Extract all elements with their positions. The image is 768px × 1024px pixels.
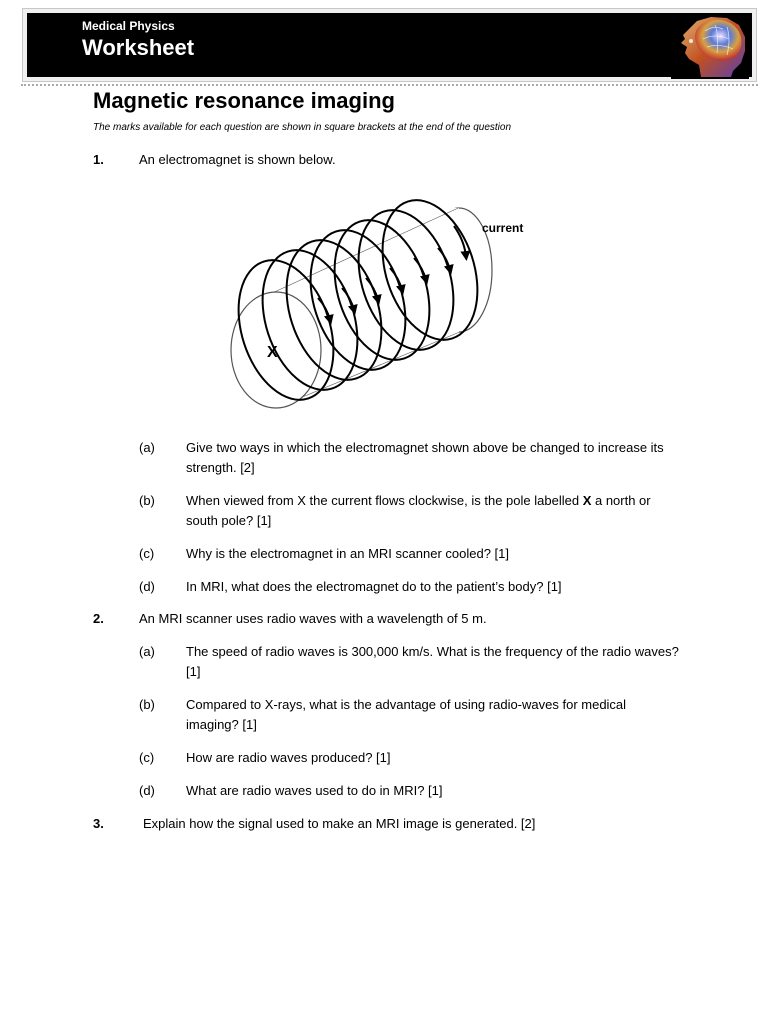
brain-head-icon bbox=[671, 15, 749, 79]
question-text: An electromagnet is shown below. bbox=[139, 152, 336, 167]
part-label: (b) bbox=[139, 697, 155, 712]
subject-label: Medical Physics bbox=[82, 19, 175, 33]
part-text-end: a north or south pole? [1] bbox=[186, 493, 651, 528]
pole-x-label: X bbox=[267, 344, 278, 361]
question-text: An MRI scanner uses radio waves with a wavelength of 5 m. bbox=[139, 611, 487, 626]
part-text: In MRI, what does the electromagnet do to the patient’s body? [1] bbox=[186, 579, 562, 594]
part-label: (b) bbox=[139, 493, 155, 508]
part-label: (d) bbox=[139, 783, 155, 798]
part-label: (a) bbox=[139, 644, 155, 659]
part-text: What are radio waves used to do in MRI? [1] bbox=[186, 783, 443, 798]
part-text: Why is the electromagnet in an MRI scanner cooled? [1] bbox=[186, 546, 509, 561]
part-label: (c) bbox=[139, 546, 155, 561]
header-bar bbox=[27, 13, 752, 77]
question-number: 1. bbox=[93, 152, 104, 167]
current-label: current bbox=[482, 221, 524, 235]
pole-x-bold: X bbox=[582, 493, 592, 508]
part-text: The speed of radio waves is 300,000 km/s. What is the frequency of the radio waves? [1] bbox=[186, 644, 679, 679]
part-text-start: When viewed from X the current flows clockwise, is the pole labelled bbox=[186, 493, 583, 508]
question-number: 2. bbox=[93, 611, 104, 626]
part-label: (c) bbox=[139, 750, 155, 765]
part-label: (a) bbox=[139, 440, 155, 455]
part-text bbox=[186, 491, 681, 531]
part-text: Give two ways in which the electromagnet shown above be changed to increase its strength. [2] bbox=[186, 440, 664, 475]
part-text: Compared to X-rays, what is the advantage of using radio-waves for medical imaging? [1] bbox=[186, 697, 627, 732]
worksheet-label: Worksheet bbox=[82, 35, 195, 60]
marks-instructions: The marks available for each question are shown in square brackets at the end of the question bbox=[93, 122, 512, 133]
page-title: Magnetic resonance imaging bbox=[93, 88, 395, 113]
question-number: 3. bbox=[93, 816, 104, 831]
worksheet-header bbox=[22, 8, 757, 82]
question-text: Explain how the signal used to make an MRI image is generated. [2] bbox=[143, 816, 536, 831]
electromagnet-diagram bbox=[228, 180, 538, 425]
part-text: How are radio waves produced? [1] bbox=[186, 750, 391, 765]
part-label: (d) bbox=[139, 579, 155, 594]
